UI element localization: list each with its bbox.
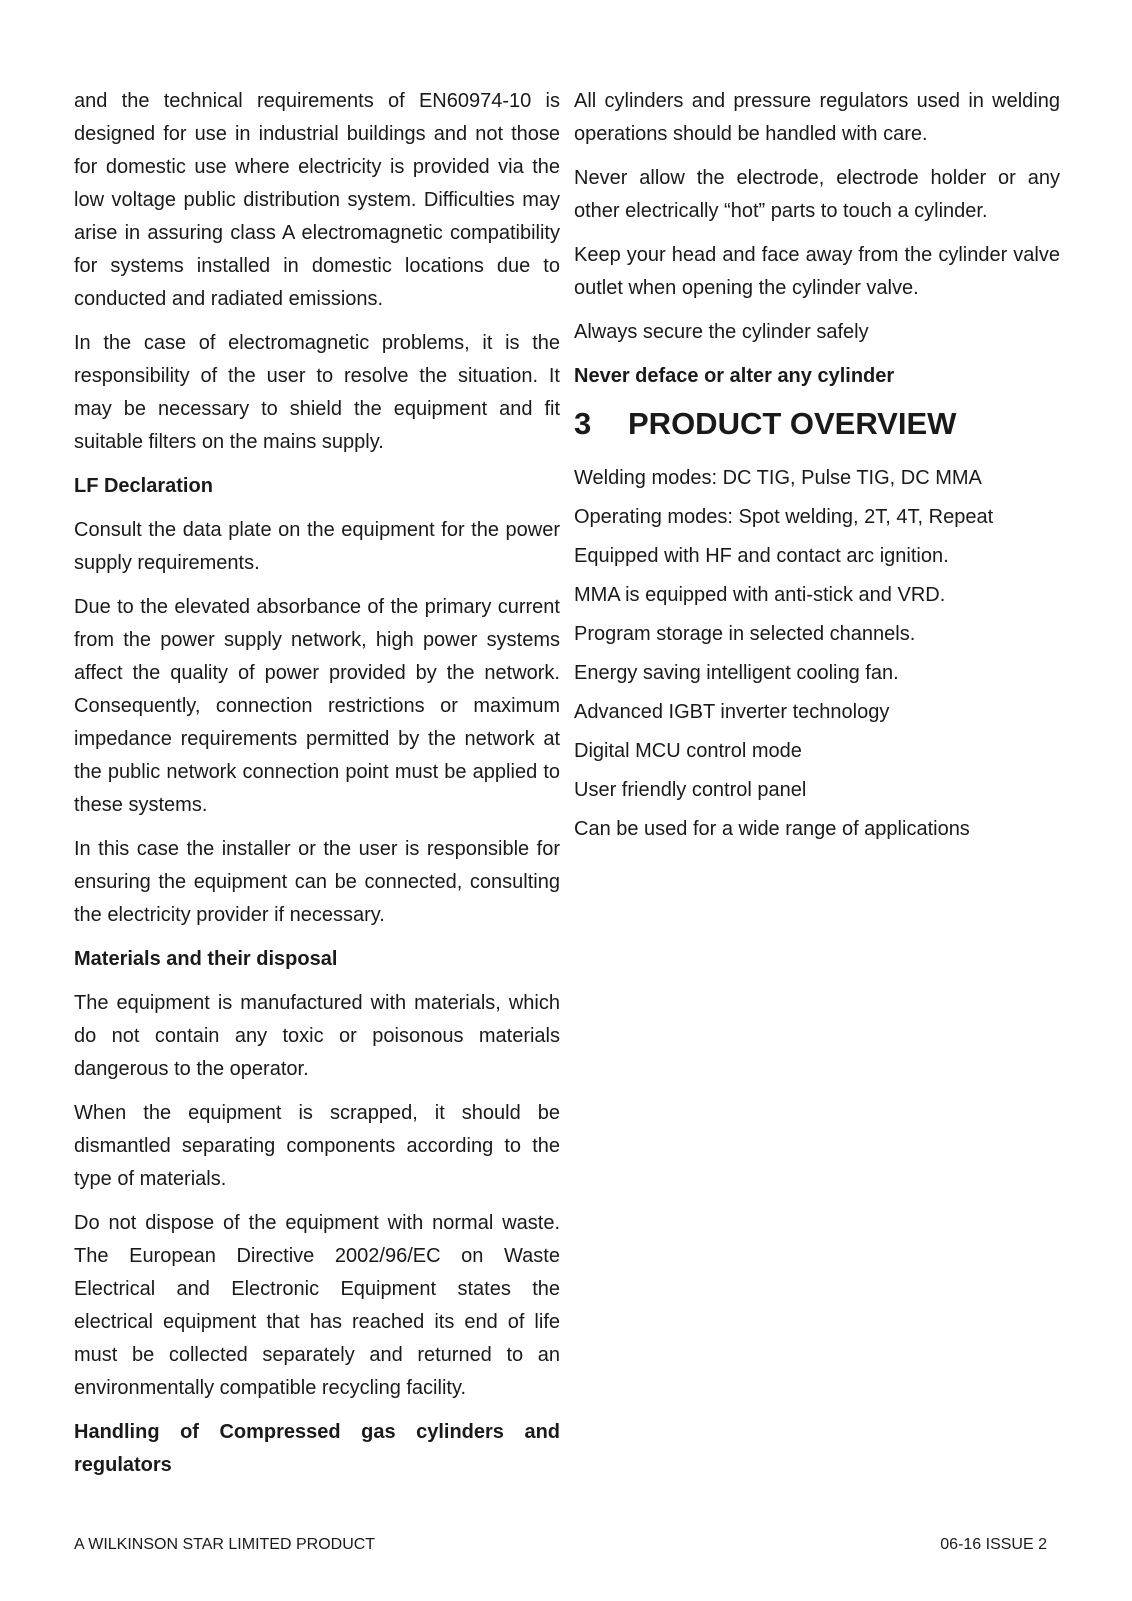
- feature-item: Advanced IGBT inverter technology: [574, 701, 890, 723]
- paragraph: All cylinders and pressure regulators used in welding operations should be handled with care.: [574, 90, 1060, 145]
- feature-list: [574, 462, 1060, 846]
- paragraph: When the equipment is scrapped, it should be dismantled separating components according to the type of materials.: [74, 1102, 560, 1190]
- gas-cylinders-heading: Handling of Compressed gas cylinders and regulators: [74, 1421, 560, 1476]
- left-column: [74, 85, 560, 1493]
- feature-item: MMA is equipped with anti-stick and VRD.: [574, 584, 946, 606]
- lf-declaration-heading: LF Declaration: [74, 475, 213, 497]
- paragraph: The equipment is manufactured with materials, which do not contain any toxic or poisonous materials dangerous to the operator.: [74, 992, 560, 1080]
- feature-item: Equipped with HF and contact arc ignition.: [574, 545, 949, 567]
- paragraph: Always secure the cylinder safely: [574, 321, 869, 343]
- bold-warning: Never deface or alter any cylinder: [574, 365, 895, 387]
- feature-item: Operating modes: Spot welding, 2T, 4T, Repeat: [574, 506, 994, 528]
- right-column: [574, 85, 1060, 852]
- section-number: 3: [574, 406, 592, 441]
- footer-company: A WILKINSON STAR LIMITED PRODUCT: [74, 1536, 376, 1553]
- section-heading: [574, 404, 1060, 444]
- feature-item: Can be used for a wide range of applications: [574, 818, 970, 840]
- paragraph: Keep your head and face away from the cylinder valve outlet when opening the cylinder valve.: [574, 244, 1060, 299]
- materials-heading: Materials and their disposal: [74, 948, 338, 970]
- paragraph: Due to the elevated absorbance of the primary current from the power supply network, high power systems affect the quality of power provided by the network. Consequently, connection restrictions or maximum impedance requirements permitted by the network at the public network connection point must be applied to these systems.: [74, 596, 560, 816]
- feature-item: Energy saving intelligent cooling fan.: [574, 662, 899, 684]
- paragraph: Consult the data plate on the equipment for the power supply requirements.: [74, 519, 560, 574]
- feature-item: Welding modes: DC TIG, Pulse TIG, DC MMA: [574, 467, 982, 489]
- paragraph: and the technical requirements of EN60974-10 is designed for use in industrial buildings and not those for domestic use where electricity is provided via the low voltage public distribution system. Difficulties may arise in assuring class A electromagnetic compatibility for systems installed in domestic locations due to conducted and radiated emissions.: [74, 90, 560, 310]
- paragraph: Do not dispose of the equipment with normal waste. The European Directive 2002/96/EC on Waste Electrical and Electronic Equipment states the electrical equipment that has reached its end of life must be collected separately and returned to an environmentally compatible recycling facility.: [74, 1212, 560, 1399]
- paragraph: Never allow the electrode, electrode holder or any other electrically “hot” parts to touch a cylinder.: [574, 167, 1060, 222]
- paragraph: In this case the installer or the user is responsible for ensuring the equipment can be connected, consulting the electricity provider if necessary.: [74, 838, 560, 926]
- feature-item: User friendly control panel: [574, 779, 807, 801]
- feature-item: Program storage in selected channels.: [574, 623, 916, 645]
- footer-issue: 06-16 ISSUE 2: [940, 1536, 1047, 1553]
- section-title: PRODUCT OVERVIEW: [628, 406, 957, 441]
- feature-item: Digital MCU control mode: [574, 740, 802, 762]
- page-footer: [74, 1536, 1047, 1554]
- paragraph: In the case of electromagnetic problems, it is the responsibility of the user to resolve the situation. It may be necessary to shield the equipment and fit suitable filters on the mains supply.: [74, 332, 560, 453]
